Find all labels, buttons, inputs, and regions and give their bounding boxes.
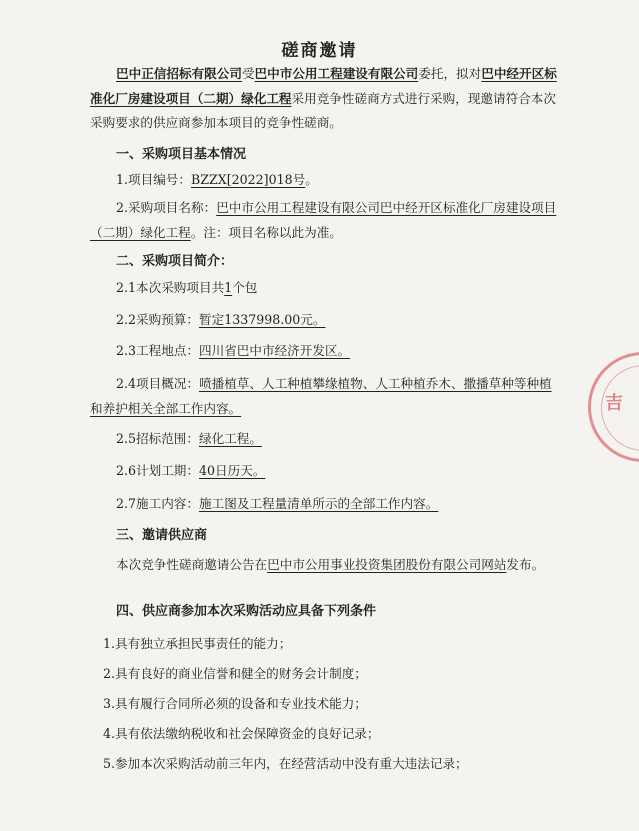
location-value: 四川省巴中市经济开发区。 <box>199 343 351 358</box>
intro-text-3: 采用竞争性磋商方式进行采购，现邀请符合本次采购要求的供应商参加本项目的竞争性磋商。 <box>90 90 556 130</box>
invite-paragraph <box>90 553 560 578</box>
work-content-line <box>116 492 586 517</box>
page-title: 磋商邀请 <box>281 41 358 61</box>
project-name-note: 。注：项目名称以此为准。 <box>190 224 342 240</box>
section3-heading: 三、邀请供应商 <box>116 528 208 543</box>
budget-label: 2.2采购预算： <box>116 312 199 327</box>
project-number-line <box>116 168 586 193</box>
package-line <box>116 276 586 301</box>
package-count: 1 <box>224 280 233 295</box>
duration-value: 40日历天。 <box>199 463 266 478</box>
budget-value: 暂定1337998.00元。 <box>199 312 326 327</box>
duration-line <box>116 459 586 484</box>
project-number-end: 。 <box>305 172 318 187</box>
section1-heading: 一、采购项目基本情况 <box>116 147 247 162</box>
project-name-label: 2.采购项目名称： <box>116 200 217 215</box>
work-content-value: 施工图及工程量清单所示的全部工作内容。 <box>199 496 439 511</box>
scope-value: 绿化工程。 <box>199 431 262 446</box>
publish-site: 巴中市公用事业投资集团股份有限公司网站 <box>267 557 507 572</box>
overview-label: 2.4项目概况： <box>116 376 199 391</box>
project-name-value: 巴中市公用工程建设有限公司巴中经开区标准化厂房建设项目（二期）绿化工程 <box>90 200 557 240</box>
condition-item-1: 1.具有独立承担民事责任的能力； <box>103 636 292 651</box>
client-name: 巴中市公用工程建设有限公司 <box>254 66 419 81</box>
package-label: 2.1本次采购项目共 <box>116 280 225 295</box>
agency-name: 巴中正信招标有限公司 <box>116 66 242 81</box>
condition-item-3: 3.具有履行合同所必须的设备和专业技术能力； <box>103 696 367 711</box>
seal-character: 吉 <box>605 393 623 414</box>
project-name: 巴中经开区标准化厂房建设项目（二期）绿化工程 <box>90 66 557 106</box>
work-content-label: 2.7施工内容： <box>116 496 199 511</box>
project-number-value: BZZX[2022]018号 <box>191 172 306 187</box>
condition-item-4: 4.具有依法缴纳税收和社会保障资金的良好记录； <box>103 726 380 741</box>
invite-text-1: 本次竞争性磋商邀请公告在 <box>116 557 268 572</box>
condition-item-2: 2.具有良好的商业信誉和健全的财务会计制度； <box>103 666 367 681</box>
duration-label: 2.6计划工期： <box>116 463 199 478</box>
intro-text-1: 受 <box>241 66 255 81</box>
condition-item-5: 5.参加本次采购活动前三年内，在经营活动中没有重大违法记录； <box>103 756 468 771</box>
intro-paragraph <box>90 62 560 136</box>
section4-heading: 四、供应商参加本次采购活动应具备下列条件 <box>116 604 377 619</box>
overview-value: 喷播植草、人工种植攀缘植物、人工种植乔木、撒播草种等种植和养护相关全部工作内容。 <box>90 376 552 416</box>
intro-text-2: 委托，拟对 <box>418 66 482 81</box>
scope-line <box>116 427 586 452</box>
budget-line <box>116 308 586 333</box>
project-name-line <box>90 196 560 245</box>
red-seal-stamp <box>588 352 639 462</box>
section2-heading: 二、采购项目简介： <box>116 254 234 269</box>
location-line <box>116 339 586 364</box>
invite-text-2: 发布。 <box>506 557 545 572</box>
package-unit: 个包 <box>232 280 258 295</box>
overview-line <box>90 372 560 421</box>
scope-label: 2.5招标范围： <box>116 431 199 446</box>
project-number-label: 1.项目编号： <box>116 172 191 187</box>
location-label: 2.3工程地点： <box>116 343 199 358</box>
